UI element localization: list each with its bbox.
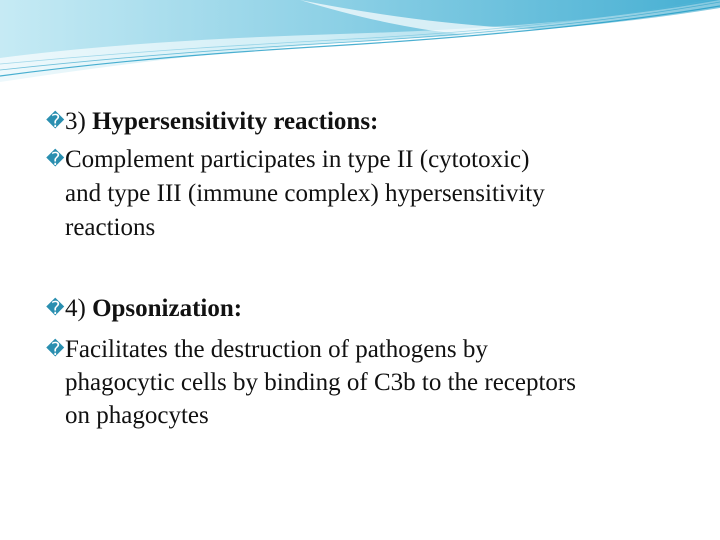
heading-number: 4) [65,295,86,322]
heading-title: Hypersensitivity reactions: [92,108,379,135]
bullet-icon: � [46,339,65,360]
bullet-icon: � [46,298,65,319]
heading-number: 3) [65,108,86,135]
body-line-2: and type III (immune complex) hypersensitivity [65,180,545,207]
bullet-icon: � [46,111,65,132]
heading-title: Opsonization: [92,295,243,322]
body-line-5: phagocytic cells by binding of C3b to the receptors [65,369,576,396]
body-line-1 [46,143,529,176]
section-heading-hypersensitivity [46,105,378,138]
body-line-3: reactions [65,214,156,241]
body-line-4 [46,333,488,366]
body-text: Facilitates the destruction of pathogens by [65,336,488,363]
bullet-icon: � [46,149,65,170]
body-line-6: on phagocytes [65,402,209,429]
body-text: Complement participates in type II (cytotoxic) [65,146,530,173]
section-heading-opsonization [46,292,242,325]
